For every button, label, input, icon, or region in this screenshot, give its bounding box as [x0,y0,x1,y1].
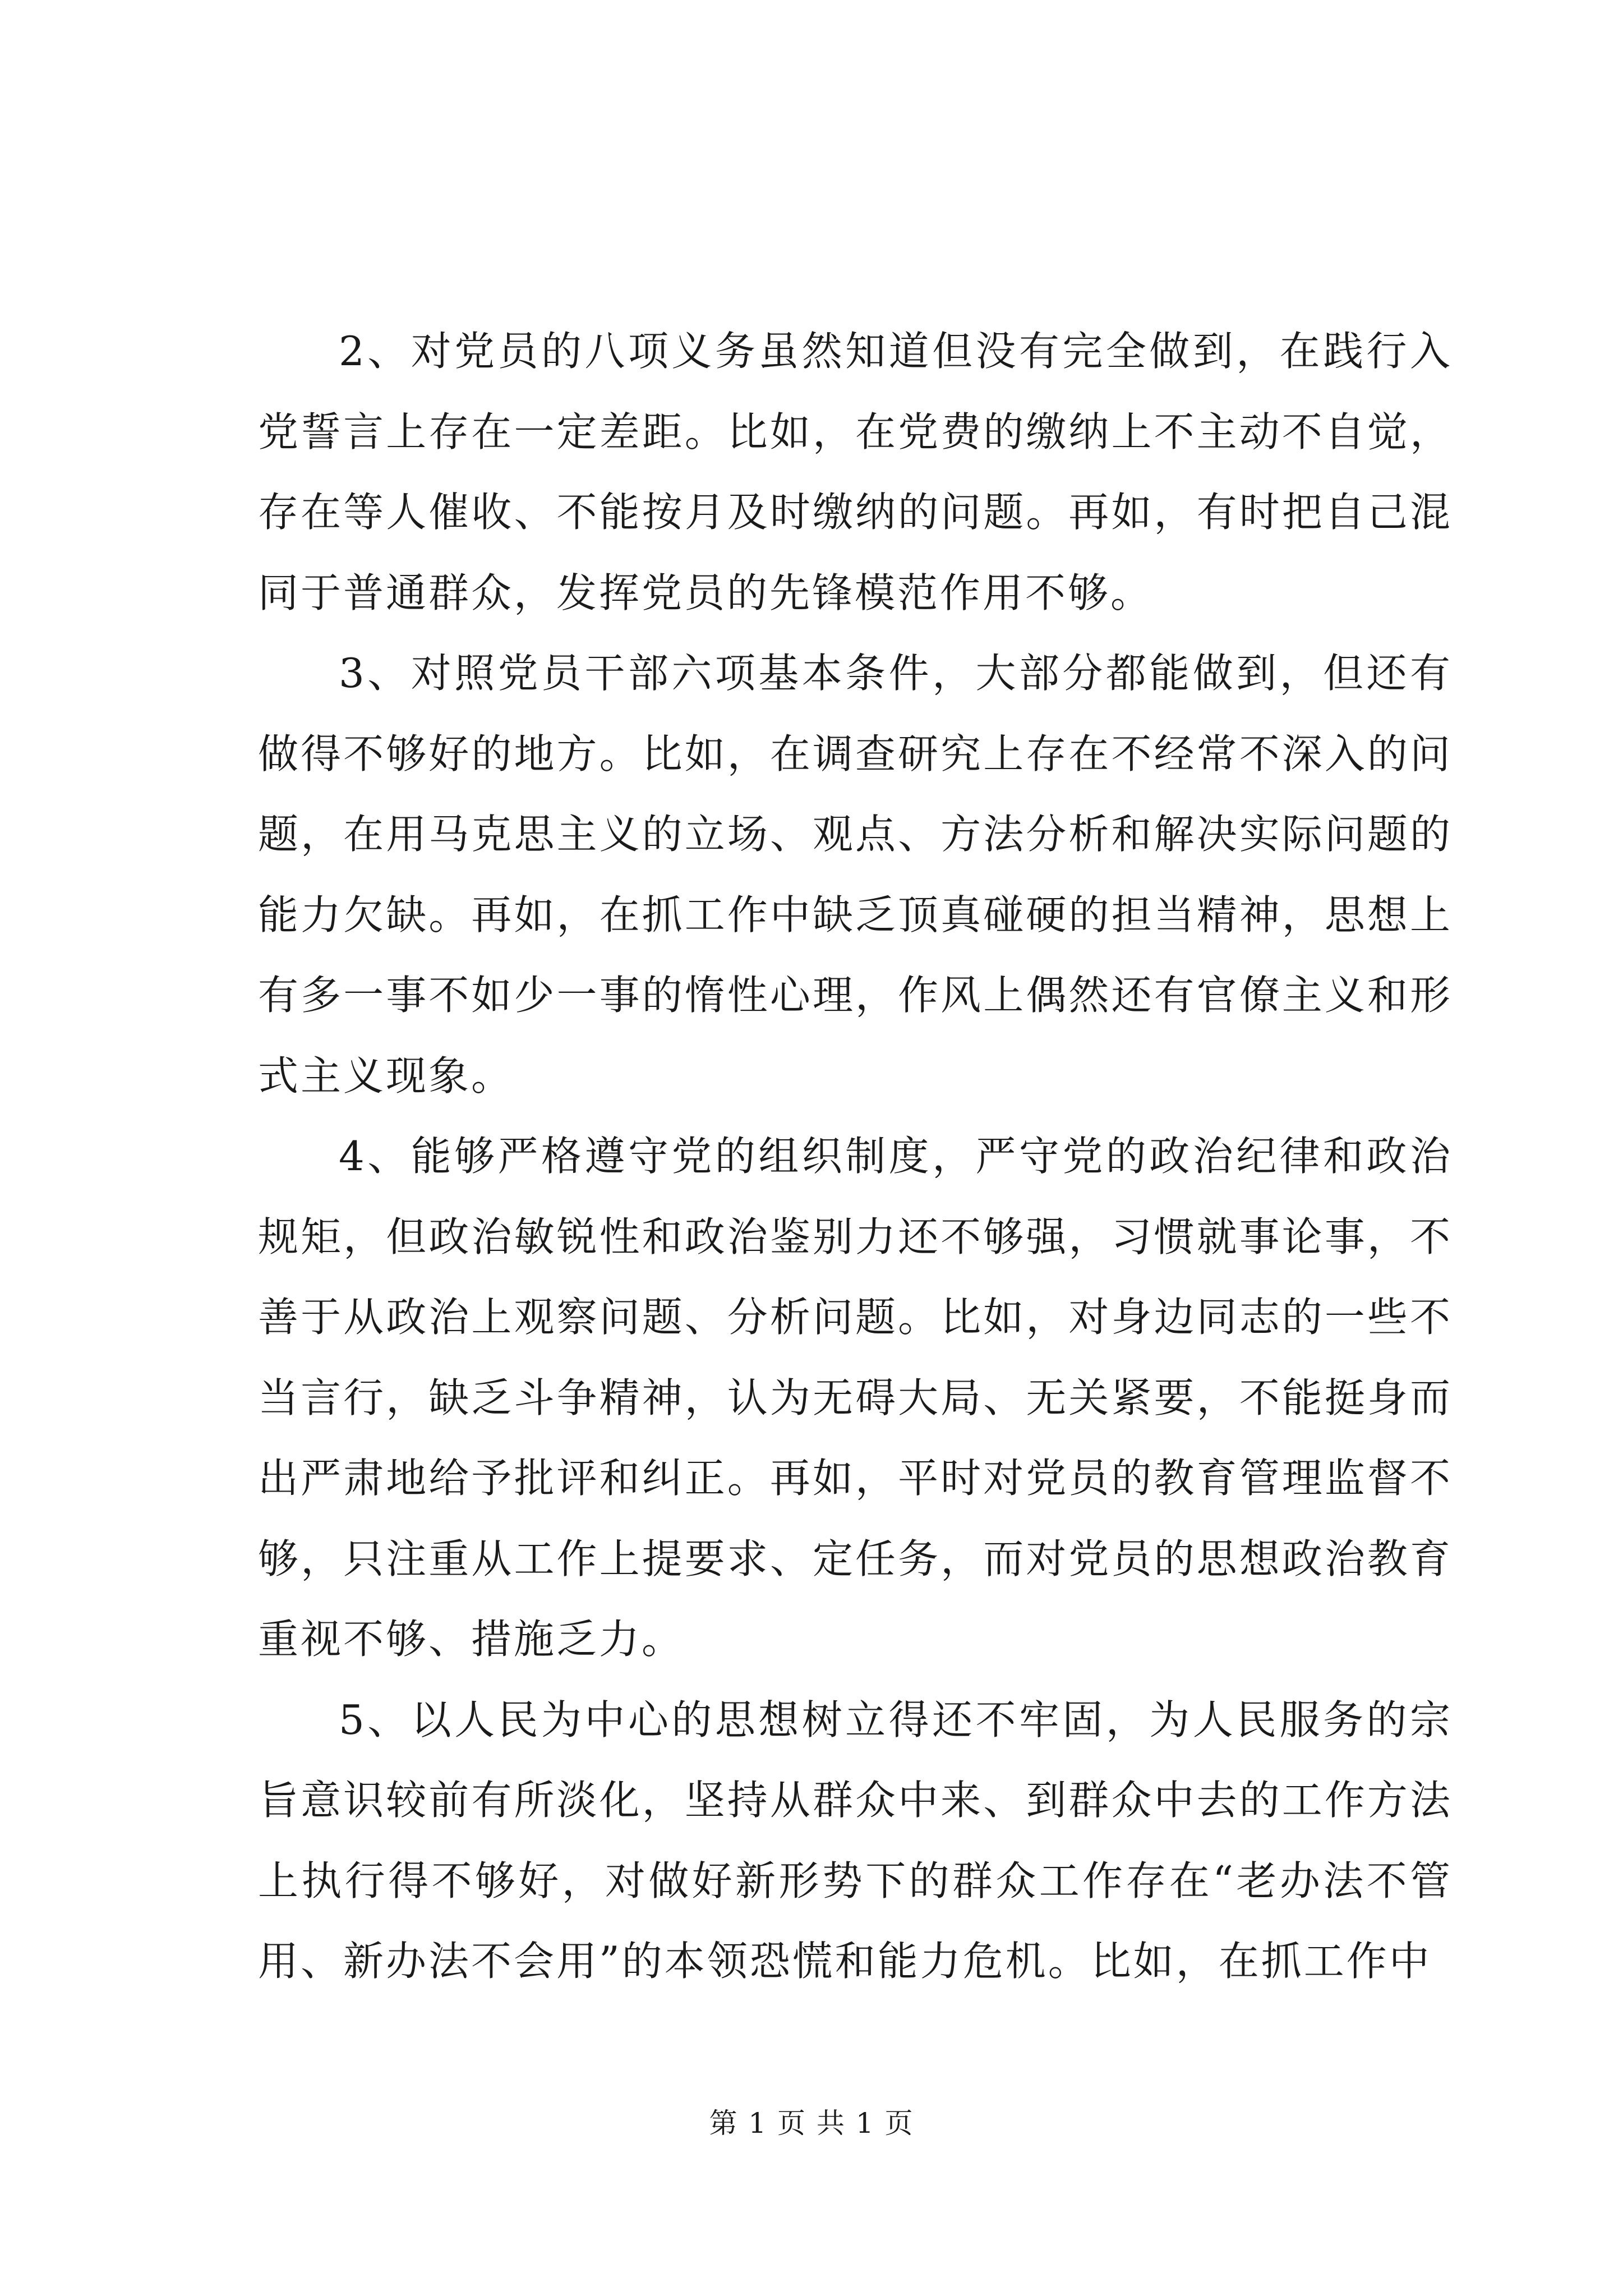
page-footer: 第 1 页 共 1 页 [709,2107,914,2139]
paragraph-2: 2、对党员的八项义务虽然知道但没有完全做到，在践行入党誓言上存在一定差距。比如，在党费的缴纳上不主动不自觉，存在等人催收、不能按月及时缴纳的问题。再如，有时把自己混同于普通群众，发挥党员的先锋模范作用不够。 [258,328,1453,616]
paragraph-5: 5、以人民为中心的思想树立得还不牢固，为人民服务的宗旨意识较前有所淡化，坚持从群众中来、到群众中去的工作方法上执行得不够好，对做好新形势下的群众工作存在“老办法不管用、新办法不会用”的本领恐慌和能力危机。比如，在抓工作中 [258,1696,1453,1985]
paragraph-4: 4、能够严格遵守党的组织制度，严守党的政治纪律和政治规矩，但政治敏锐性和政治鉴别力还不够强，习惯就事论事，不善于从政治上观察问题、分析问题。比如，对身边同志的一些不当言行，缺乏斗争精神，认为无碍大局、无关紧要，不能挺身而出严肃地给予批评和纠正。再如，平时对党员的教育管理监督不够，只注重从工作上提要求、定任务，而对党员的思想政治教育重视不够、措施乏力。 [258,1133,1453,1663]
paragraph-3: 3、对照党员干部六项基本条件，大部分都能做到，但还有做得不够好的地方。比如，在调查研究上存在不经常不深入的问题，在用马克思主义的立场、观点、方法分析和解决实际问题的能力欠缺。再如，在抓工作中缺乏顶真碰硬的担当精神，思想上有多一事不如少一事的惰性心理，作风上偶然还有官僚主义和形式主义现象。 [258,650,1453,1099]
document-body [258,311,1453,2002]
